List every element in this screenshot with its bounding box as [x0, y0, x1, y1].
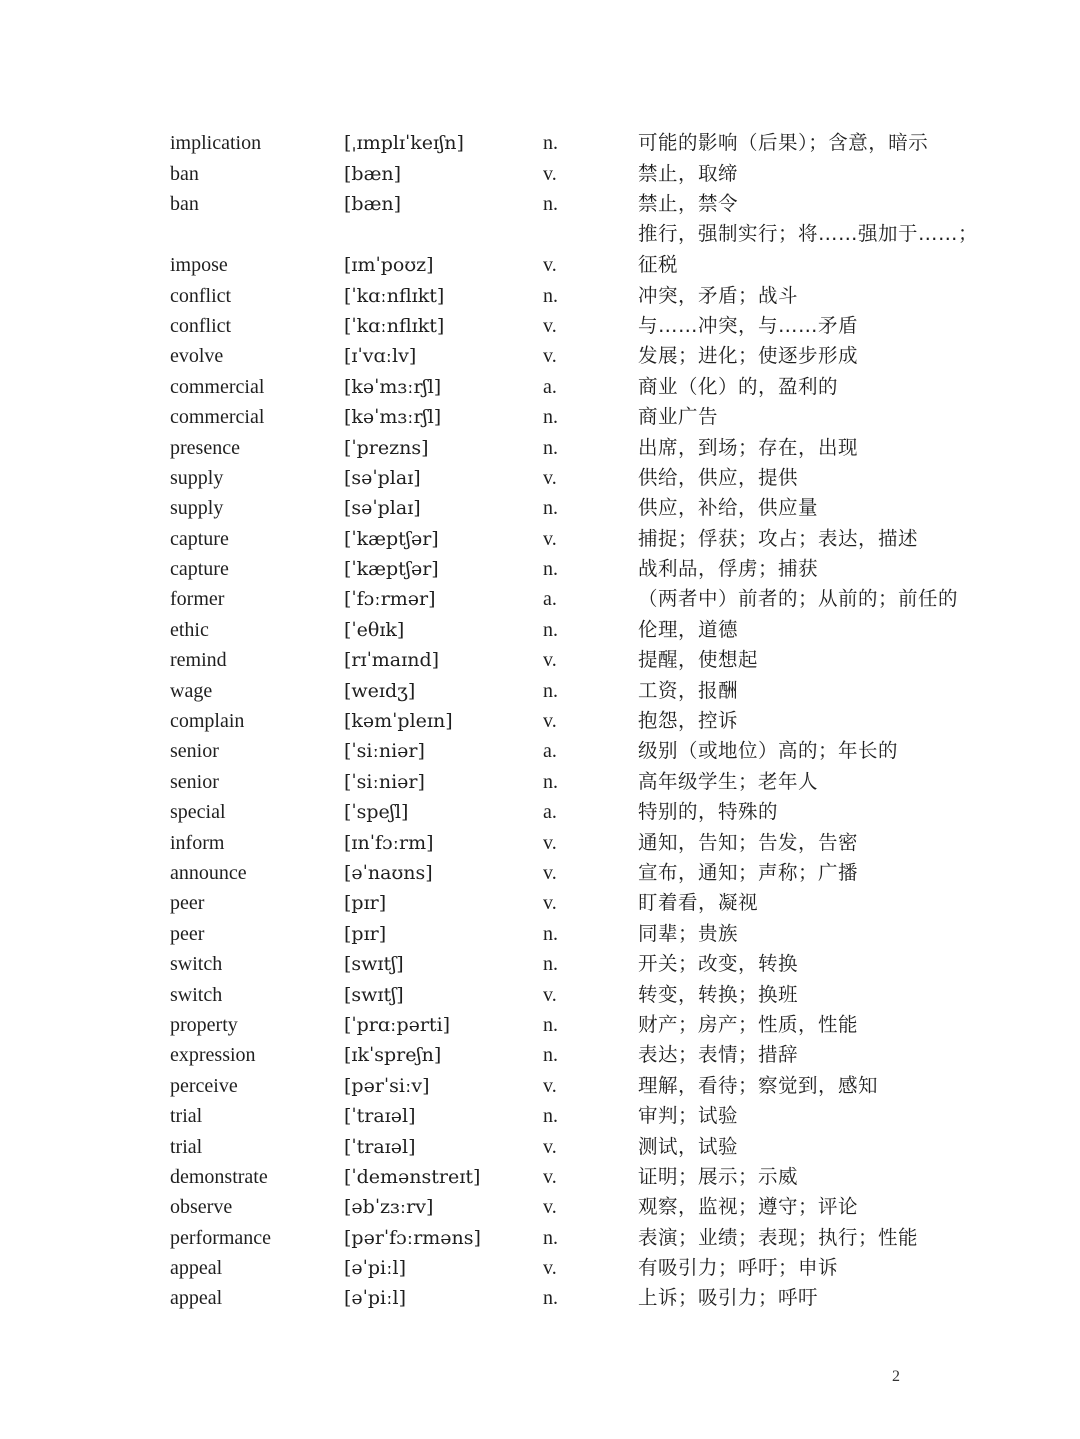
part-of-speech: a.: [543, 588, 557, 611]
word-text: inform: [170, 831, 225, 854]
vocab-row: [0, 889, 1080, 919]
phonetic-text: [ˈprezns]: [344, 436, 429, 459]
word-text: perceive: [170, 1074, 238, 1097]
vocab-row: [0, 524, 1080, 554]
phonetic-text: [kəˈmɜːrʃl]: [344, 406, 442, 429]
part-of-speech: v.: [543, 861, 557, 884]
part-of-speech: v.: [543, 983, 557, 1006]
part-of-speech: n.: [543, 284, 558, 307]
phonetic-text: [ɪmˈpoʊz]: [344, 254, 434, 277]
part-of-speech: n.: [543, 618, 558, 641]
phonetic-text: [ˈsiːniər]: [344, 770, 425, 793]
phonetic-text: [səˈplaɪ]: [344, 497, 421, 520]
vocab-row: [0, 281, 1080, 311]
vocab-row: [0, 1163, 1080, 1193]
vocab-row: [0, 1193, 1080, 1223]
word-text: senior: [170, 740, 219, 763]
definition-text: 证明；展示；示威: [638, 1164, 799, 1188]
part-of-speech: v.: [543, 1165, 557, 1188]
part-of-speech: v.: [543, 254, 557, 277]
part-of-speech: v.: [543, 345, 557, 368]
vocab-row: [0, 950, 1080, 980]
definition-text: 宣布，通知；声称；广播: [638, 860, 859, 884]
part-of-speech: n.: [543, 1013, 558, 1036]
part-of-speech: n.: [543, 132, 558, 155]
part-of-speech: n.: [543, 193, 558, 216]
part-of-speech: v.: [543, 466, 557, 489]
part-of-speech: n.: [543, 497, 558, 520]
part-of-speech: n.: [543, 679, 558, 702]
phonetic-text: [ɪkˈspreʃn]: [344, 1044, 442, 1067]
part-of-speech: v.: [543, 527, 557, 550]
word-text: implication: [170, 132, 262, 155]
part-of-speech: v.: [543, 1196, 557, 1219]
definition-text: 抱怨，控诉: [638, 709, 739, 733]
definition-text: 提醒，使想起: [638, 648, 759, 672]
definition-text: 禁止，取缔: [638, 161, 739, 185]
part-of-speech: a.: [543, 375, 557, 398]
vocab-row: [0, 676, 1080, 706]
vocab-row: [0, 312, 1080, 342]
vocab-row: [0, 190, 1080, 220]
phonetic-text: [bæn]: [344, 162, 402, 185]
vocab-row: [0, 1132, 1080, 1162]
word-text: trial: [170, 1135, 203, 1158]
definition-text: 观察，监视；遵守；评论: [638, 1195, 859, 1219]
vocab-row: [0, 555, 1080, 585]
part-of-speech: v.: [543, 649, 557, 672]
phonetic-text: [əˈpiːl]: [344, 1287, 407, 1310]
vocab-row: [0, 980, 1080, 1010]
phonetic-text: [ˈeθɪk]: [344, 618, 405, 641]
phonetic-text: [ˈsiːniər]: [344, 740, 425, 763]
definition-text: 战利品，俘虏；捕获: [638, 557, 819, 581]
phonetic-text: [weɪdʒ]: [344, 679, 416, 702]
vocab-row: [0, 1223, 1080, 1253]
vocab-row: [0, 646, 1080, 676]
part-of-speech: v.: [543, 710, 557, 733]
definition-text: 商业（化）的，盈利的: [638, 374, 839, 398]
phonetic-text: [ˈspeʃl]: [344, 801, 409, 824]
vocab-row: [0, 1011, 1080, 1041]
vocab-row: [0, 372, 1080, 402]
definition-text: 供给，供应，提供: [638, 465, 799, 489]
phonetic-text: [bæn]: [344, 193, 402, 216]
vocab-row: [0, 828, 1080, 858]
phonetic-text: [ˈdemənstreɪt]: [344, 1165, 481, 1188]
phonetic-text: [ɪˈvɑːlv]: [344, 345, 417, 368]
vocab-row: [0, 707, 1080, 737]
word-text: remind: [170, 649, 227, 672]
definition-text: 财产；房产；性质，性能: [638, 1012, 859, 1036]
word-text: ethic: [170, 618, 209, 641]
word-text: ban: [170, 193, 199, 216]
phonetic-text: [ˈtraɪəl]: [344, 1105, 416, 1128]
definition-text: 高年级学生；老年人: [638, 769, 819, 793]
definition-text: 盯着看，凝视: [638, 891, 759, 915]
phonetic-text: [ˈtraɪəl]: [344, 1135, 416, 1158]
phonetic-text: [ɪnˈfɔːrm]: [344, 831, 434, 854]
definition-text: 有吸引力；呼吁；申诉: [638, 1256, 839, 1280]
part-of-speech: v.: [543, 314, 557, 337]
word-text: appeal: [170, 1287, 223, 1310]
part-of-speech: n.: [543, 1044, 558, 1067]
word-text: demonstrate: [170, 1165, 268, 1188]
definition-text: 征税: [638, 253, 679, 277]
part-of-speech: a.: [543, 801, 557, 824]
word-text: wage: [170, 679, 213, 702]
definition-text: 出席，到场；存在，出现: [638, 435, 859, 459]
word-text: appeal: [170, 1257, 223, 1280]
vocab-row: [0, 798, 1080, 828]
phonetic-text: [ˈprɑːpərti]: [344, 1013, 451, 1036]
definition-text: 商业广告: [638, 405, 719, 429]
definition-text: 工资，报酬: [638, 678, 739, 702]
phonetic-text: [kəˈmɜːrʃl]: [344, 375, 442, 398]
definition-text: 与……冲突，与……矛盾: [638, 313, 859, 337]
part-of-speech: n.: [543, 436, 558, 459]
vocab-row: [0, 1284, 1080, 1314]
definition-text: 特别的，特殊的: [638, 800, 779, 824]
word-text: switch: [170, 953, 223, 976]
word-text: impose: [170, 254, 228, 277]
definition-text: 开关；改变，转换: [638, 952, 799, 976]
definition-text: 理解，看待；察觉到，感知: [638, 1073, 879, 1097]
phonetic-text: [əbˈzɜːrv]: [344, 1196, 434, 1219]
definition-text: 捕捉；俘获；攻占；表达，描述: [638, 526, 919, 550]
part-of-speech: v.: [543, 892, 557, 915]
word-text: complain: [170, 710, 245, 733]
phonetic-text: [əˈpiːl]: [344, 1257, 407, 1280]
vocab-row: [0, 1041, 1080, 1071]
word-text: trial: [170, 1105, 203, 1128]
phonetic-text: [ˈfɔːrmər]: [344, 588, 436, 611]
definition-continued-text: 推行，强制实行；将……强加于……；: [638, 222, 979, 246]
definition-text: 发展；进化；使逐步形成: [638, 344, 859, 368]
definition-text: 上诉；吸引力；呼吁: [638, 1286, 819, 1310]
word-text: supply: [170, 497, 224, 520]
word-text: supply: [170, 466, 224, 489]
vocab-row: [0, 1071, 1080, 1101]
vocab-row: [0, 464, 1080, 494]
definition-text: 禁止，禁令: [638, 192, 739, 216]
definition-text: 表演；业绩；表现；执行；性能: [638, 1225, 919, 1249]
phonetic-text: [swɪtʃ]: [344, 953, 404, 976]
part-of-speech: n.: [543, 922, 558, 945]
word-text: switch: [170, 983, 223, 1006]
part-of-speech: n.: [543, 953, 558, 976]
word-text: special: [170, 801, 226, 824]
phonetic-text: [ˈkæptʃər]: [344, 558, 439, 581]
word-text: senior: [170, 770, 219, 793]
word-text: property: [170, 1013, 238, 1036]
vocab-row: [0, 1102, 1080, 1132]
definition-text: （两者中）前者的；从前的；前任的: [638, 587, 959, 611]
definition-text: 级别（或地位）高的；年长的: [638, 739, 899, 763]
vocab-row: [0, 859, 1080, 889]
word-text: observe: [170, 1196, 233, 1219]
vocab-row: [0, 919, 1080, 949]
part-of-speech: v.: [543, 831, 557, 854]
definition-text: 伦理，道德: [638, 617, 739, 641]
part-of-speech: v.: [543, 162, 557, 185]
word-text: evolve: [170, 345, 224, 368]
vocab-row: [0, 403, 1080, 433]
vocab-row: [0, 433, 1080, 463]
part-of-speech: n.: [543, 406, 558, 429]
word-text: peer: [170, 922, 205, 945]
phonetic-text: [kəmˈpleɪn]: [344, 710, 453, 733]
phonetic-text: [pɪr]: [344, 892, 387, 915]
word-text: commercial: [170, 406, 265, 429]
vocab-row: [0, 615, 1080, 645]
word-text: former: [170, 588, 225, 611]
part-of-speech: v.: [543, 1135, 557, 1158]
definition-text: 测试，试验: [638, 1134, 739, 1158]
phonetic-text: [rɪˈmaɪnd]: [344, 649, 440, 672]
vocab-row: [0, 585, 1080, 615]
word-text: conflict: [170, 314, 232, 337]
vocab-row: [0, 494, 1080, 524]
word-text: commercial: [170, 375, 265, 398]
vocab-row: [0, 1254, 1080, 1284]
definition-text: 同辈；贵族: [638, 921, 739, 945]
part-of-speech: a.: [543, 740, 557, 763]
phonetic-text: [ˈkɑːnflɪkt]: [344, 314, 445, 337]
phonetic-text: [ˈkɑːnflɪkt]: [344, 284, 445, 307]
page-number: 2: [892, 1368, 900, 1385]
phonetic-text: [səˈplaɪ]: [344, 466, 421, 489]
part-of-speech: n.: [543, 1287, 558, 1310]
phonetic-text: [pɪr]: [344, 922, 387, 945]
phonetic-text: [əˈnaʊns]: [344, 861, 433, 884]
word-text: capture: [170, 558, 229, 581]
vocabulary-list: [0, 129, 1080, 1314]
word-text: performance: [170, 1226, 272, 1249]
definition-text: 供应，补给，供应量: [638, 496, 819, 520]
definition-text: 表达；表情；措辞: [638, 1043, 799, 1067]
vocab-row: [0, 342, 1080, 372]
definition-text: 冲突，矛盾；战斗: [638, 283, 799, 307]
word-text: peer: [170, 892, 205, 915]
part-of-speech: n.: [543, 1226, 558, 1249]
word-text: ban: [170, 162, 199, 185]
part-of-speech: n.: [543, 770, 558, 793]
word-text: expression: [170, 1044, 256, 1067]
vocab-row: [0, 129, 1080, 159]
word-text: capture: [170, 527, 229, 550]
phonetic-text: [swɪtʃ]: [344, 983, 404, 1006]
definition-text: 审判；试验: [638, 1104, 739, 1128]
phonetic-text: [ˈkæptʃər]: [344, 527, 439, 550]
part-of-speech: n.: [543, 1105, 558, 1128]
phonetic-text: [pərˈfɔːrməns]: [344, 1226, 481, 1249]
part-of-speech: n.: [543, 558, 558, 581]
vocab-row: [0, 737, 1080, 767]
definition-text: 可能的影响（后果）；含意，暗示: [638, 131, 929, 155]
definition-text: 通知，告知；告发，告密: [638, 830, 859, 854]
part-of-speech: v.: [543, 1257, 557, 1280]
word-text: conflict: [170, 284, 232, 307]
part-of-speech: v.: [543, 1074, 557, 1097]
vocab-row: [0, 767, 1080, 797]
phonetic-text: [ˌɪmplɪˈkeɪʃn]: [344, 132, 464, 155]
vocab-row: [0, 220, 1080, 281]
vocab-row: [0, 159, 1080, 189]
definition-text: 转变，转换；换班: [638, 982, 799, 1006]
phonetic-text: [pərˈsiːv]: [344, 1074, 430, 1097]
word-text: presence: [170, 436, 240, 459]
word-text: announce: [170, 861, 247, 884]
